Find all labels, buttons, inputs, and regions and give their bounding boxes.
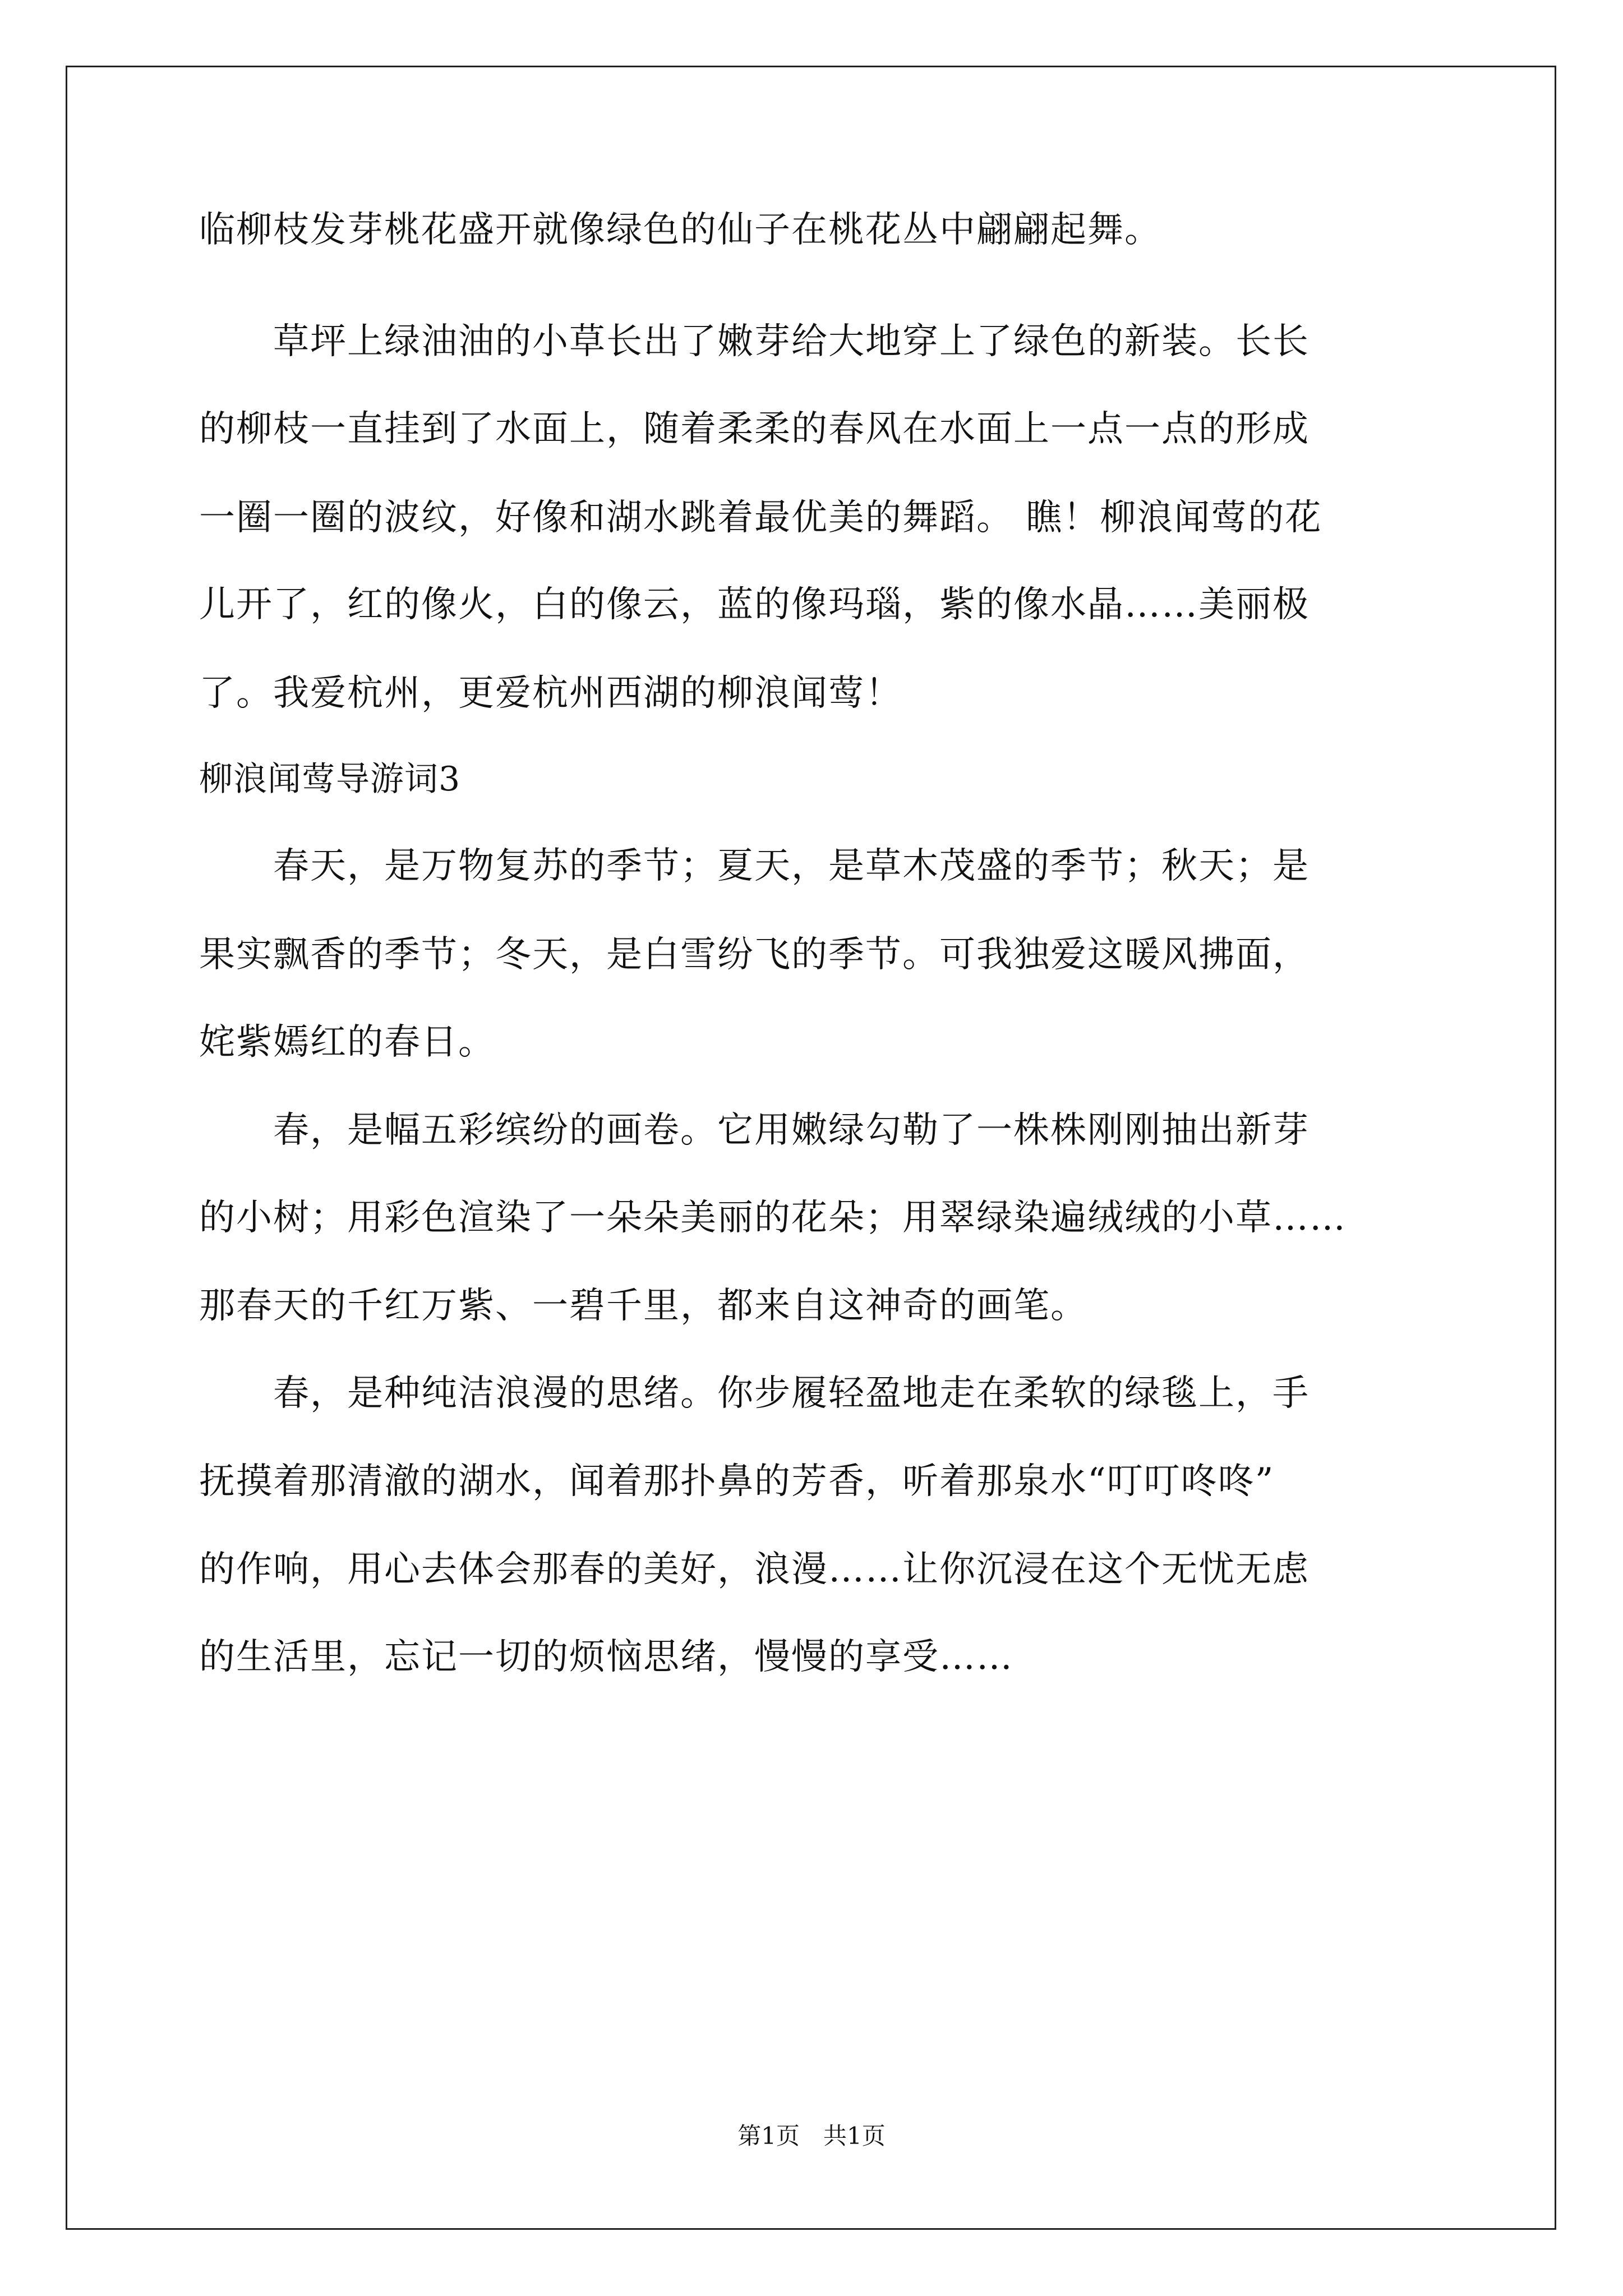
paragraph-line: 的作响，用心去体会那春的美好，浪漫……让你沉浸在这个无忧无虑 xyxy=(199,1549,1310,1590)
paragraph-line: 了。我爱杭州，更爱杭州西湖的柳浪闻莺！ xyxy=(199,673,902,714)
paragraph-line: 春天，是万物复苏的季节；夏天，是草木茂盛的季节；秋天；是 xyxy=(199,845,1310,887)
paragraph-line: 抚摸着那清澈的湖水，闻着那扑鼻的芳香，听着那泉水“叮叮咚咚” xyxy=(199,1461,1275,1502)
paragraph-line: 草坪上绿油油的小草长出了嫩芽给大地穿上了绿色的新装。长长 xyxy=(199,321,1310,362)
paragraph-line: 临柳枝发芽桃花盛开就像绿色的仙子在桃花丛中翩翩起舞。 xyxy=(199,209,1161,251)
section-heading: 柳浪闻莺导游词3 xyxy=(199,760,461,799)
paragraph-line: 那春天的千红万紫、一碧千里，都来自这神奇的画笔。 xyxy=(199,1285,1087,1327)
paragraph-line: 一圈一圈的波纹，好像和湖水跳着最优美的舞蹈。 瞧！柳浪闻莺的花 xyxy=(199,497,1322,539)
page-footer: 第1页 共1页 xyxy=(737,2122,886,2150)
paragraph-line: 的生活里，忘记一切的烦恼思绪，慢慢的享受…… xyxy=(199,1636,1013,1678)
paragraph-line: 春，是种纯洁浪漫的思绪。你步履轻盈地走在柔软的绿毯上，手 xyxy=(199,1373,1310,1414)
paragraph-line: 姹紫嫣红的春日。 xyxy=(199,1022,495,1063)
paragraph-line: 的小树；用彩色渲染了一朵朵美丽的花朵；用翠绿染遍绒绒的小草…… xyxy=(199,1197,1347,1239)
paragraph-line: 儿开了，红的像火，白的像云，蓝的像玛瑙，紫的像水晶……美丽极 xyxy=(199,584,1310,625)
paragraph-line: 春，是幅五彩缤纷的画卷。它用嫩绿勾勒了一株株刚刚抽出新芽 xyxy=(199,1110,1310,1151)
paragraph-line: 的柳枝一直挂到了水面上，随着柔柔的春风在水面上一点一点的形成 xyxy=(199,408,1310,450)
paragraph-line: 果实飘香的季节；冬天，是白雪纷飞的季节。可我独爱这暖风拂面， xyxy=(199,934,1310,976)
